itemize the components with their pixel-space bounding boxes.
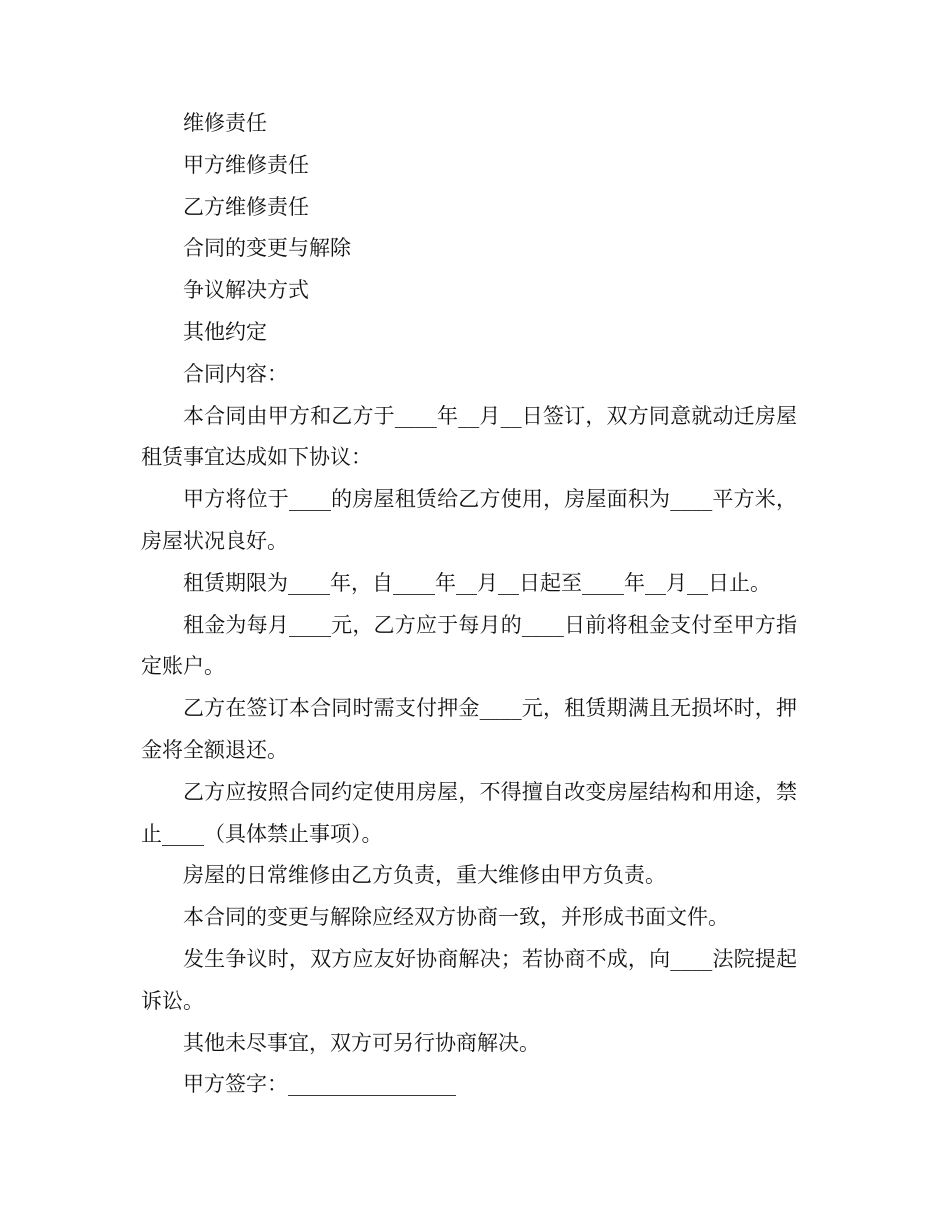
paragraph-property-location: 甲方将位于____的房屋租赁给乙方使用，房屋面积为____平方米，房屋状况良好。: [141, 487, 797, 553]
paragraph-deposit: 乙方在签订本合同时需支付押金____元，租赁期满且无损坏时，押金将全额退还。: [141, 696, 797, 762]
signature-line-party-a: 甲方签字：________________: [183, 1072, 456, 1097]
paragraph-disputes: 发生争议时，双方应友好协商解决；若协商不成，向____法院提起诉讼。: [141, 946, 797, 1013]
paragraph-party-b-maintenance: 乙方维修责任: [183, 194, 309, 219]
document-body: [141, 103, 797, 1106]
paragraph-contract-content-label: 合同内容：: [183, 361, 288, 386]
paragraph-repairs: 房屋的日常维修由乙方负责，重大维修由甲方负责。: [183, 863, 666, 888]
paragraph-other-agreements: 其他约定: [183, 319, 267, 344]
paragraph-dispute-resolution: 争议解决方式: [183, 278, 309, 303]
paragraph-rent: 租金为每月____元，乙方应于每月的____日前将租金支付至甲方指定账户。: [141, 612, 797, 679]
paragraph-amendment: 本合同的变更与解除应经双方协商一致，并形成书面文件。: [183, 905, 729, 930]
paragraph-usage: 乙方应按照合同约定使用房屋，不得擅自改变房屋结构和用途，禁止____（具体禁止事项）。: [141, 779, 797, 846]
paragraph-intro: 本合同由甲方和乙方于____年__月__日签订，双方同意就动迁房屋租赁事宜达成如下协议：: [141, 403, 797, 470]
paragraph-change-termination: 合同的变更与解除: [183, 236, 351, 261]
paragraph-misc: 其他未尽事宜，双方可另行协商解决。: [183, 1030, 540, 1055]
paragraph-lease-term: 租赁期限为____年，自____年__月__日起至____年__月__日止。: [183, 570, 771, 595]
paragraph-party-a-maintenance: 甲方维修责任: [183, 152, 309, 177]
paragraph-maintenance-heading: 维修责任: [183, 111, 267, 135]
